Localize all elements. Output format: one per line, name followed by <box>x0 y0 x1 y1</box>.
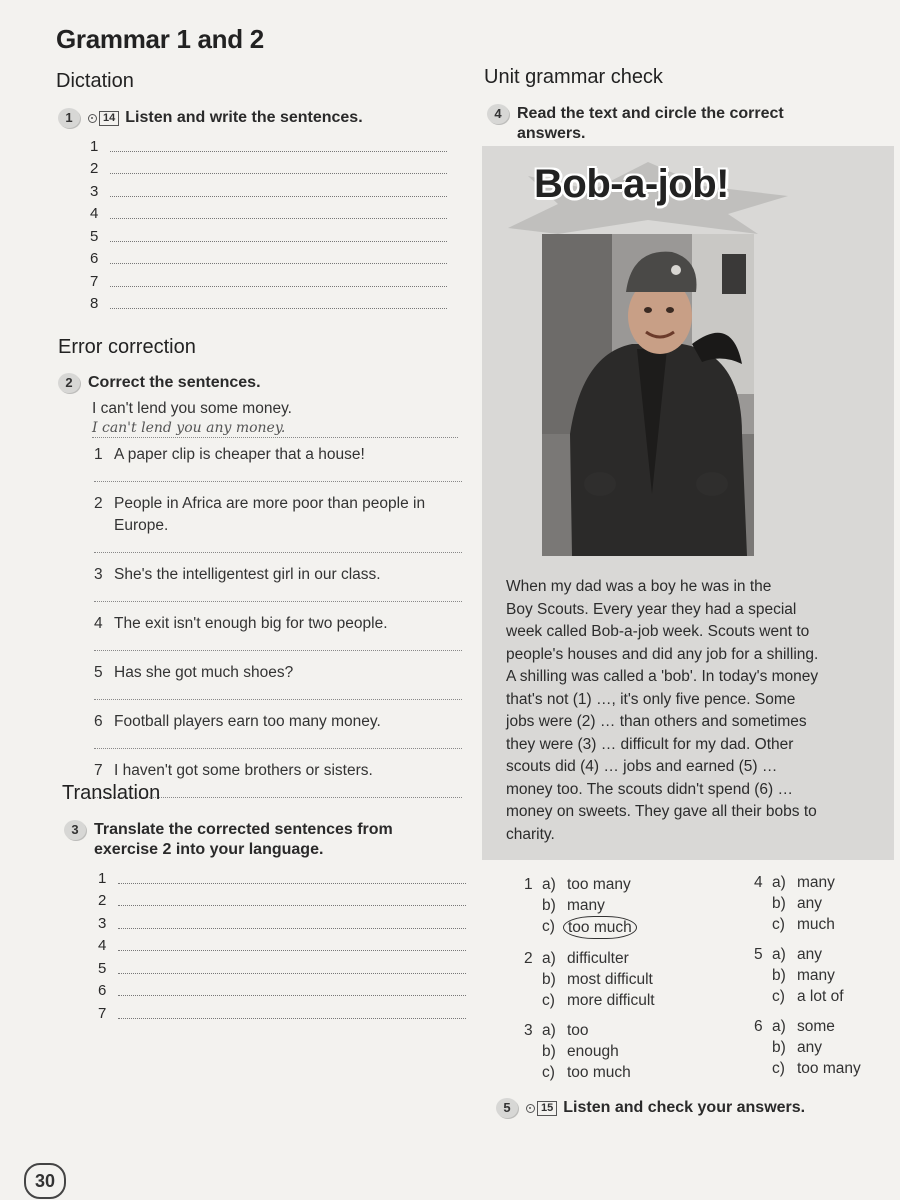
item-number: 7 <box>94 762 103 779</box>
story-line: When my dad was a boy he was in the <box>506 578 772 595</box>
option-letter: b) <box>542 897 556 914</box>
list-item <box>94 493 462 553</box>
answer-option[interactable] <box>754 1058 894 1079</box>
item-sentence: The exit isn't enough big for two people. <box>114 615 388 632</box>
writing-line[interactable] <box>98 932 466 955</box>
option-text: more difficult <box>567 992 655 1009</box>
question-number <box>754 1037 772 1058</box>
item-number: 4 <box>94 615 103 632</box>
translation-heading: Translation <box>62 782 161 804</box>
question-number: 3 <box>524 1022 533 1039</box>
writing-line[interactable] <box>90 267 447 290</box>
answer-option[interactable] <box>754 914 894 935</box>
question-group <box>754 944 894 1007</box>
question-number <box>524 969 542 990</box>
option-text: difficulter <box>567 950 629 967</box>
answer-option[interactable] <box>524 1062 724 1083</box>
story-line: jobs were (2) … than others and sometimes <box>506 713 807 730</box>
option-text: enough <box>567 1043 619 1060</box>
item-sentence: She's the intelligentest girl in our class. <box>114 566 381 583</box>
option-text: much <box>797 916 835 933</box>
story-line: money on sweets. They gave all their bobs to <box>506 803 817 820</box>
line-number: 1 <box>90 137 99 155</box>
scout-photo <box>542 234 754 556</box>
option-text: many <box>797 874 835 891</box>
answer-option[interactable] <box>524 1020 724 1041</box>
dictation-lines <box>90 132 447 312</box>
option-letter: c) <box>542 1064 555 1081</box>
option-text: any <box>797 1039 822 1056</box>
option-letter: b) <box>772 895 786 912</box>
option-letter: c) <box>772 988 785 1005</box>
writing-line[interactable] <box>98 909 466 932</box>
line-number: 3 <box>90 182 99 200</box>
exercise-instruction: Read the text and circle the correct answers. <box>517 105 784 142</box>
page-title: Grammar 1 and 2 <box>56 24 264 54</box>
story-text <box>506 576 886 846</box>
answers-right-column <box>754 872 894 1088</box>
list-item <box>94 444 462 482</box>
audio-track: 15 <box>526 1101 557 1116</box>
line-number: 4 <box>90 205 99 222</box>
option-letter: c) <box>542 918 555 935</box>
story-line: charity. <box>506 825 555 843</box>
story-panel <box>482 146 894 860</box>
item-sentence: I haven't got some brothers or sisters. <box>114 762 373 779</box>
option-letter: c) <box>542 992 555 1009</box>
line-number: 2 <box>90 160 99 177</box>
option-text: too much <box>567 1064 631 1081</box>
line-number: 6 <box>98 982 107 999</box>
answer-option[interactable] <box>524 1041 724 1062</box>
exercise-2-header <box>58 373 261 393</box>
answer-option[interactable] <box>754 893 894 914</box>
page-number: 30 <box>24 1163 66 1199</box>
cd-icon <box>526 1104 535 1113</box>
answer-option[interactable] <box>754 872 894 893</box>
answer-line[interactable] <box>94 649 462 651</box>
unit-grammar-check-heading: Unit grammar check <box>484 66 663 88</box>
question-group <box>524 874 724 939</box>
question-number <box>524 990 542 1011</box>
answer-line[interactable] <box>94 600 462 602</box>
line-number: 4 <box>98 937 107 954</box>
option-text: too many <box>797 1060 861 1077</box>
line-number: 6 <box>90 250 99 267</box>
answer-option[interactable] <box>524 916 724 939</box>
option-text: too many <box>567 876 631 893</box>
item-number: 3 <box>94 566 103 583</box>
writing-line[interactable] <box>90 177 447 200</box>
option-letter: a) <box>542 876 556 893</box>
option-text: too much <box>563 916 637 939</box>
option-letter: a) <box>772 946 786 963</box>
option-letter: c) <box>772 916 785 933</box>
item-number: 2 <box>94 495 103 512</box>
scout-boy-image <box>542 234 754 556</box>
answer-line[interactable] <box>94 551 462 553</box>
option-letter: c) <box>772 1060 785 1077</box>
story-line: Boy Scouts. Every year they had a special <box>506 600 797 618</box>
option-text: any <box>797 946 822 963</box>
question-number: 4 <box>754 874 763 891</box>
writing-line[interactable] <box>90 155 447 178</box>
option-text: many <box>567 897 605 914</box>
story-line: that's not (1) …, it's only five pence. Some <box>506 690 796 708</box>
option-letter: b) <box>542 1043 556 1060</box>
question-number <box>754 965 772 986</box>
option-letter: a) <box>772 1018 786 1035</box>
answer-option[interactable] <box>524 990 724 1011</box>
exercise-instruction: Listen and check your answers. <box>563 1099 806 1116</box>
answer-option[interactable] <box>754 986 894 1007</box>
story-line: scouts did (4) … jobs and earned (5) … <box>506 758 778 775</box>
item-sentence: A paper clip is cheaper that a house! <box>114 446 365 463</box>
list-item <box>94 711 462 749</box>
option-text: too <box>567 1022 589 1039</box>
question-number <box>524 1041 542 1062</box>
question-number <box>754 914 772 935</box>
writing-line[interactable] <box>90 245 447 268</box>
error-correction-heading: Error correction <box>58 336 196 358</box>
translation-lines <box>98 864 466 1022</box>
question-number <box>524 1062 542 1083</box>
item-sentence: People in Africa are more poor than people in Europe. <box>114 495 426 534</box>
writing-line[interactable] <box>90 290 447 313</box>
exercise-number: 4 <box>487 104 509 124</box>
exercise-1-header <box>58 108 458 128</box>
question-number <box>754 1058 772 1079</box>
exercise-instruction: Listen and write the sentences. <box>125 109 363 126</box>
exercise-number: 2 <box>58 373 80 393</box>
option-letter: a) <box>542 950 556 967</box>
example-answer: I can't lend you any money. <box>92 420 286 436</box>
exercise-instruction: Correct the sentences. <box>88 374 261 391</box>
exercise-5-header <box>496 1098 896 1118</box>
story-line: A shilling was called a 'bob'. In today's money <box>506 668 819 685</box>
option-text: most difficult <box>567 971 653 988</box>
option-text: a lot of <box>797 988 844 1005</box>
answer-option[interactable] <box>524 895 724 916</box>
option-text: any <box>797 895 822 912</box>
exercise-3-header <box>64 820 444 860</box>
question-number: 2 <box>524 950 533 967</box>
question-number <box>524 895 542 916</box>
list-item <box>94 613 462 651</box>
answer-option[interactable] <box>754 1037 894 1058</box>
writing-line[interactable] <box>98 864 466 887</box>
writing-line[interactable] <box>98 954 466 977</box>
story-line: week called Bob-a-job week. Scouts went to <box>506 623 810 640</box>
answer-option[interactable] <box>524 969 724 990</box>
answer-option[interactable] <box>754 965 894 986</box>
option-letter: b) <box>772 967 786 984</box>
answer-option[interactable] <box>754 944 894 965</box>
question-number: 6 <box>754 1018 763 1035</box>
writing-line[interactable] <box>98 977 466 1000</box>
option-text: some <box>797 1018 835 1035</box>
list-item <box>94 564 462 602</box>
line-number: 5 <box>90 227 99 245</box>
exercise-number: 5 <box>496 1098 518 1118</box>
item-number: 1 <box>94 446 103 463</box>
exercise-number: 1 <box>58 108 80 128</box>
item-number: 5 <box>94 664 103 681</box>
question-number <box>524 916 542 939</box>
answer-option[interactable] <box>524 874 724 895</box>
question-number <box>754 986 772 1007</box>
exercise-4-header <box>487 104 837 144</box>
answers-left-column <box>524 874 724 1092</box>
story-line: money too. The scouts didn't spend (6) … <box>506 780 793 798</box>
example-sentence: I can't lend you some money. <box>92 400 292 417</box>
story-title: Bob-a-job! <box>534 162 729 206</box>
writing-line[interactable] <box>90 222 447 245</box>
line-number: 3 <box>98 914 107 932</box>
exercise-instruction: Translate the corrected sentences from exercise 2 into your language. <box>94 821 393 858</box>
writing-line[interactable] <box>98 999 466 1022</box>
writing-line[interactable] <box>90 200 447 223</box>
list-item <box>94 662 462 700</box>
answer-option[interactable] <box>754 1016 894 1037</box>
item-number: 6 <box>94 713 103 730</box>
question-number: 1 <box>524 876 533 893</box>
line-number: 2 <box>98 892 107 909</box>
question-group <box>524 948 724 1011</box>
line-number: 7 <box>98 1004 107 1022</box>
question-group <box>754 872 894 935</box>
item-sentence: Has she got much shoes? <box>114 664 294 681</box>
option-letter: a) <box>542 1022 556 1039</box>
story-line: people's houses and did any job for a shilling. <box>506 645 819 663</box>
exercise-number: 3 <box>64 820 86 840</box>
line-number: 5 <box>98 959 107 977</box>
writing-line[interactable] <box>98 887 466 910</box>
example-answer-line <box>92 420 458 438</box>
line-number: 7 <box>90 272 99 290</box>
cd-icon <box>88 114 97 123</box>
error-correction-list <box>94 444 462 809</box>
question-number <box>754 893 772 914</box>
option-text: many <box>797 967 835 984</box>
writing-line[interactable] <box>90 132 447 155</box>
item-sentence: Football players earn too many money. <box>114 713 381 730</box>
option-letter: b) <box>542 971 556 988</box>
question-number: 5 <box>754 946 763 963</box>
option-letter: b) <box>772 1039 786 1056</box>
line-number: 8 <box>90 295 99 312</box>
answer-line[interactable] <box>94 698 462 700</box>
question-group <box>524 1020 724 1083</box>
dictation-heading: Dictation <box>56 70 134 92</box>
story-line: they were (3) … difficult for my dad. Other <box>506 735 794 753</box>
option-letter: a) <box>772 874 786 891</box>
question-group <box>754 1016 894 1079</box>
line-number: 1 <box>98 869 107 887</box>
answer-line[interactable] <box>94 480 462 482</box>
answer-line[interactable] <box>94 747 462 749</box>
audio-track: 14 <box>88 111 119 126</box>
answer-option[interactable] <box>524 948 724 969</box>
